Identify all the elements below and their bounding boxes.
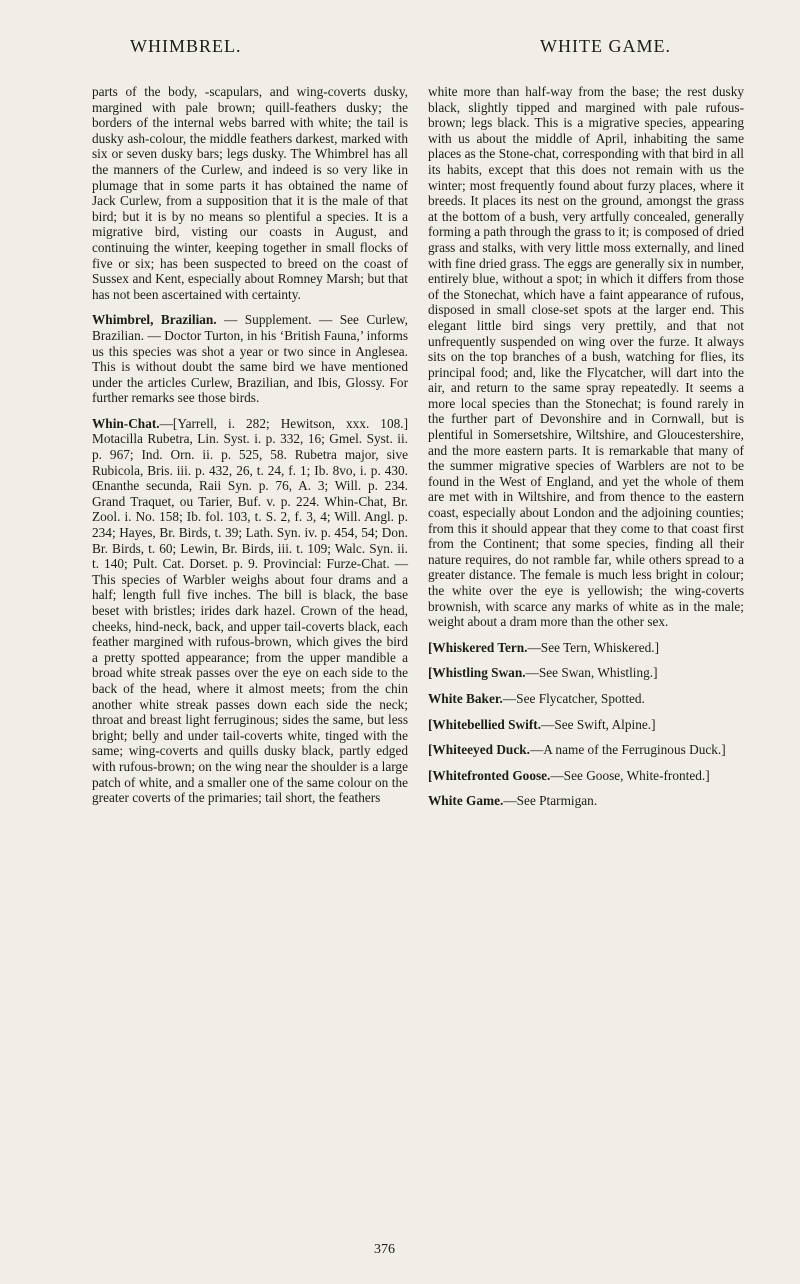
- entry-text: —A name of the Ferruginous Duck.]: [529, 742, 726, 758]
- entry-whitefronted-goose: [428, 768, 744, 784]
- running-head-left: WHIMBREL.: [130, 36, 242, 56]
- entry-headword: [Whiskered Tern.: [428, 639, 528, 655]
- entry-text: —See Swan, Whistling.]: [525, 665, 658, 681]
- running-head-right: WHITE GAME.: [540, 36, 671, 56]
- entry-continuation: [428, 84, 744, 630]
- entry-headword: Whimbrel, Brazilian.: [92, 312, 217, 328]
- entry-whiteeyed-duck: [428, 742, 744, 758]
- page-number: 376: [374, 1242, 395, 1257]
- entry-headword: [Whistling Swan.: [428, 665, 526, 681]
- entry-whin-chat: [92, 416, 408, 806]
- entry-whiskered-tern: [428, 640, 744, 656]
- entry-text: —See Swift, Alpine.]: [541, 716, 656, 732]
- entry-text: white more than half-way from the base; the rest dusky black, slightly tipped and margined with pale rufous-brown; legs black. This is a migrative species, appearing with us about the middle of April, inhabiting the same places as the Stone-chat, corresponding with that bird in all its habits, except that this does not remain with us the winter; most frequently found about furzy places, where it breeds. It places its nest on the ground, amongst the grass at the bottom of a bush, very artfully concealed, generally forming a path through the grass to it; is composed of dried grass and stalks, with very little moss externally, and lined with fine dried grass. The eggs are generally six in number, entirely blue, without a spot; in which it differs from those of the Stonechat, which have a faint appearance of rufous, disposed in small close-set spots at the larger end. This elegant little bird sings very prettily, and that not unfrequently suspended on wing over the furze. It always sits on the top branches of a bush, watching for flies, its principal food; and, like the Flycatcher, will dart into the air, and return to the same spray repeatedly. It seems a more local species than the Stonechat; is found rarely in the further part of Devonshire and in Cornwall, but is plentiful in Somersetshire, Wiltshire, and Gloucestershire, and the more eastern parts. It is remarkable that many of the summer migrative species of Warblers are not to be found in the West of England, and yet the whole of them are met with in Wiltshire, and from thence to the eastern coast, especially about London and the adjoining counties; from this it should appear that they come to that coast first from the Continent; that some species, finding all their nature requires, do not ramble far, while others spread to a greater distance. The female is much less bright in colour; the white over the eye is yellowish; the wing-coverts brownish, with scarce any marks of white as in the male; weight about a dram more than the other sex.: [428, 84, 744, 630]
- entry-headword: [Whitefronted Goose.: [428, 767, 551, 783]
- entry-text: parts of the body, -scapulars, and wing-coverts dusky, margined with pale brown; quill-feathers dusky; the borders of the internal webs barred with white; the tail is dusky ash-colour, the middle feathers darkest, marked with six or seven dusky bars; legs dusky. The Whimbrel has all the manners of the Curlew, and indeed is so very like in plumage that in some parts it has obtained the name of Jack Curlew, from a supposition that it is the male of that bird; but it is by no means so plentiful a species. It is a migrative bird, visting our coasts in August, and continuing the winter, keeping together in small flocks of five or six; has been suspected to breed on the coast of Sussex and Kent, especially about Romney Marsh; but that has not been ascertained with certainty.: [92, 84, 408, 302]
- right-column: [428, 84, 744, 819]
- entry-text: — Supplement. — See Curlew, Brazilian. — Doctor Turton, in his ‘British Fauna,’ informs us this species was shot a year or two since in Anglesea. This is without doubt the same bird we have mentioned under the articles Curlew, Brazilian, and Ibis, Glossy. For further remarks see those birds.: [92, 312, 408, 406]
- entry-text: —See Tern, Whiskered.]: [527, 639, 660, 655]
- entry-headword: Whin-Chat.: [92, 415, 160, 431]
- entry-headword: [Whitebellied Swift.: [428, 716, 542, 732]
- entry-whitebellied-swift: [428, 717, 744, 733]
- left-column: [92, 84, 408, 816]
- entry-white-game: [428, 793, 744, 809]
- entry-text: —See Flycatcher, Spotted.: [502, 690, 645, 706]
- entry-headword: White Game.: [428, 793, 504, 809]
- entry-headword: [Whiteeyed Duck.: [428, 742, 530, 758]
- entry-whistling-swan: [428, 665, 744, 681]
- entry-whimbrel-brazilian: [92, 312, 408, 406]
- entry-headword: White Baker.: [428, 690, 503, 706]
- entry-white-baker: [428, 691, 744, 707]
- entry-text: —See Goose, White-fronted.]: [550, 767, 710, 783]
- entry-continuation: [92, 84, 408, 302]
- entry-text: —[Yarrell, i. 282; Hewitson, xxx. 108.] Motacilla Rubetra, Lin. Syst. i. p. 332, 16; Gmel. Syst. ii. p. 967; Ind. Orn. ii. p. 525, 58. Rubetra major, sive Rubicola, Bris. iii. p. 432, 26, t. 24, f. 1; Ib. 8vo, i. p. 430. Œnanthe secunda, Raii Syn. p. 76, A. 3; Will. p. 234. Grand Traquet, ou Tarier, Buf. v. p. 224. Whin-Chat, Br. Zool. i. No. 158; Ib. fol. 103, t. S. 2, f. 3, 4; Will. Angl. p. 234; Hayes, Br. Birds, t. 39; Lath. Syn. iv. p. 454, 54; Don. Br. Birds, t. 60; Lewin, Br. Birds, iii. t. 109; Walc. Syn. ii. t. 140; Pult. Cat. Dorset. p. 9. Provincial: Furze-Chat. —This species of Warbler weighs about four drams and a half; length full five inches. The bill is black, the base beset with bristles; irides dark hazel. Crown of the head, cheeks, hind-neck, back, and upper tail-coverts black, each feather margined with rufous-brown, which gives the bird a pretty spotted appearance; from the upper mandible a broad white streak passes over the eye on each side to the back of the head, where it almost meets; from the chin another white streak passes down each side the neck; throat and breast light ferruginous; sides the same, but less bright; belly and under tail-coverts white, tinged with the same; wing-coverts and quills dusky black, partly edged with rufous-brown; on the wing near the shoulder is a large patch of white, and a smaller one of the same colour on the greater coverts of the primaries; tail short, the feathers: [92, 415, 408, 806]
- entry-text: —See Ptarmigan.: [503, 793, 598, 809]
